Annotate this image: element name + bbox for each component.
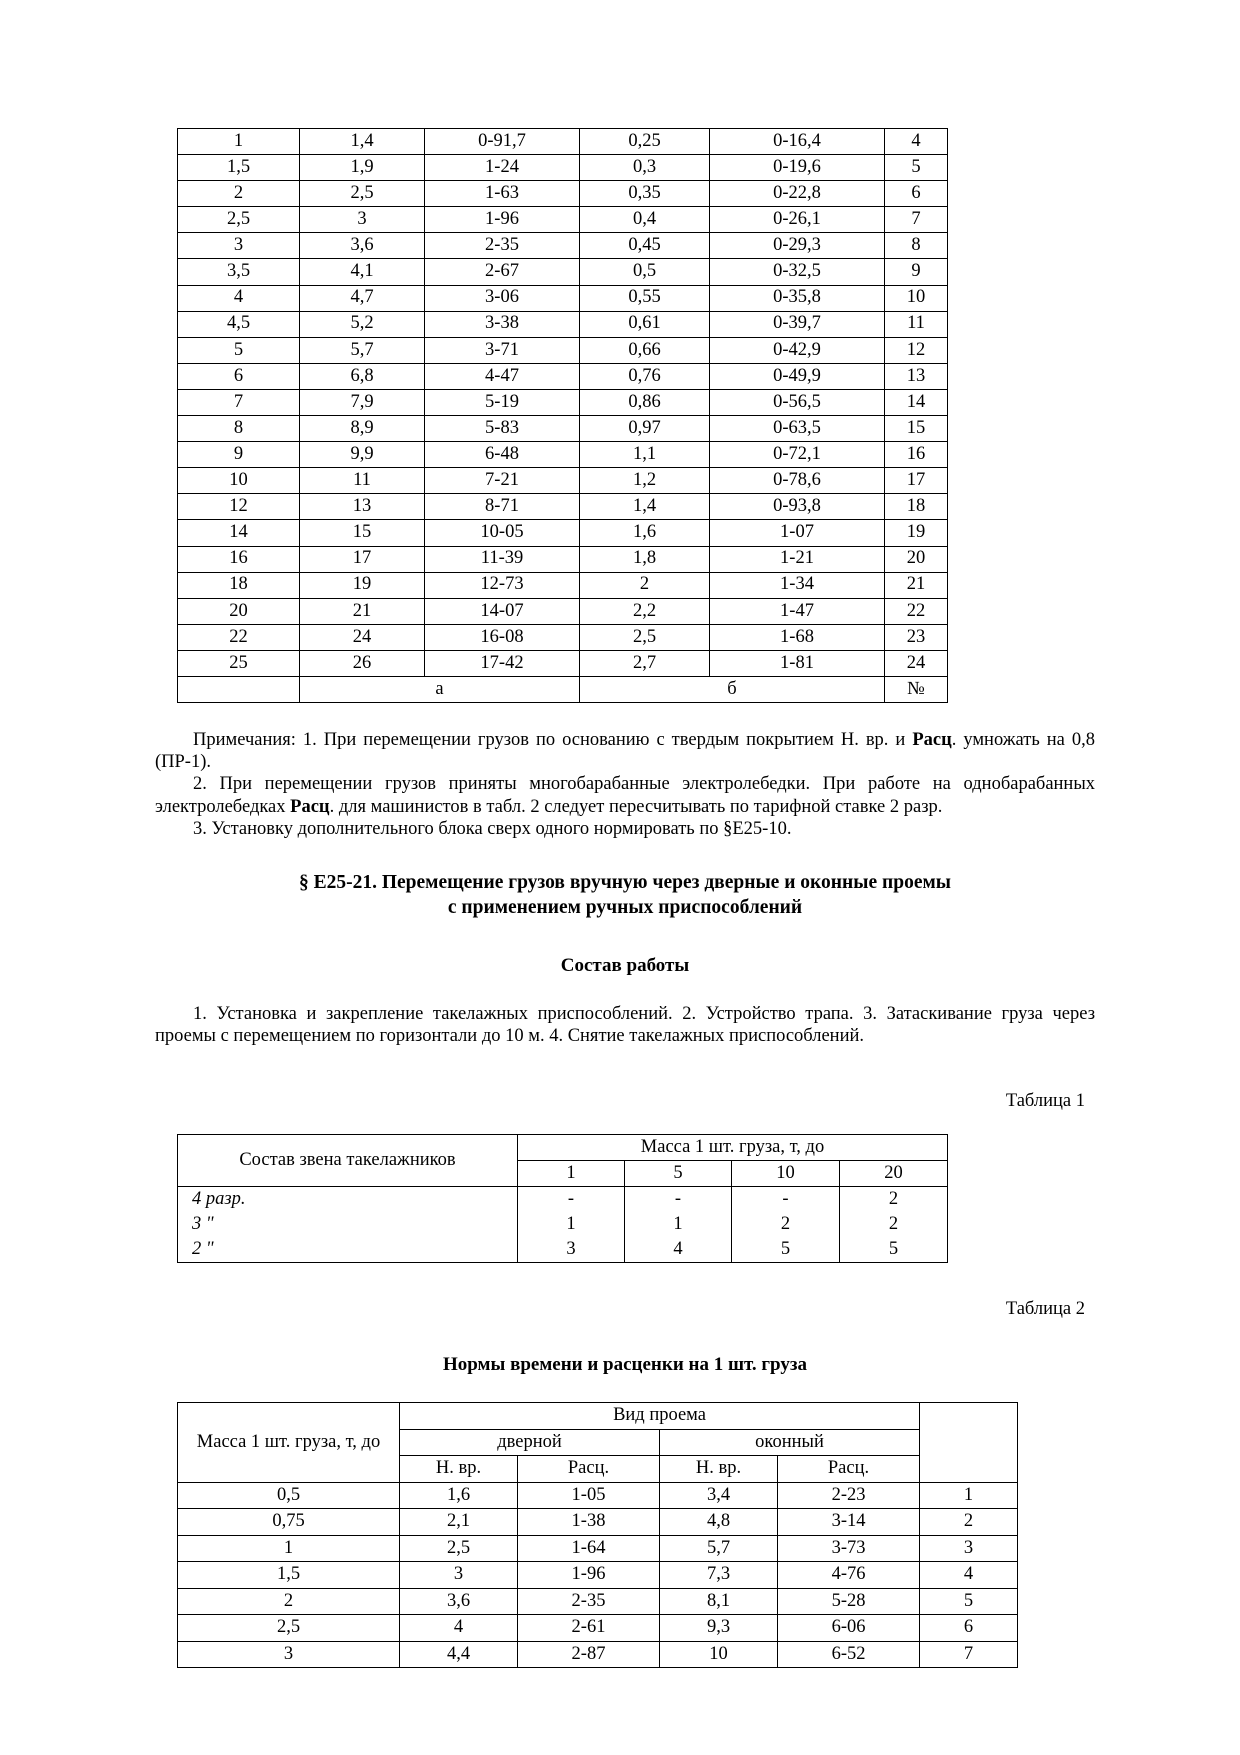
- cell-rate-a3: 2-35: [425, 233, 580, 259]
- cell-mass: 1: [178, 1535, 400, 1562]
- cell-window-hvr: 7,3: [660, 1562, 778, 1589]
- crew-count-mass-20: 2: [840, 1212, 948, 1237]
- section-title-line-2: с применением ручных приспособлений: [447, 897, 803, 919]
- table-row: [178, 494, 948, 520]
- norms-header-number-blank: [920, 1403, 1018, 1483]
- crew-table-body: [178, 1187, 948, 1263]
- table-row: [178, 1588, 1018, 1615]
- norms-header-mass: Масса 1 шт. груза, т, до: [178, 1403, 400, 1483]
- cell-norm-b1: 0,5: [580, 259, 710, 285]
- cell-rate-a3: 3-06: [425, 285, 580, 311]
- note-2-bold-term: Расц: [290, 796, 330, 817]
- cell-door-hvr: 2,5: [400, 1535, 518, 1562]
- cell-window-rasc: 4-76: [778, 1562, 920, 1589]
- crew-count-mass-5: 1: [625, 1212, 732, 1237]
- cell-window-rasc: 6-52: [778, 1641, 920, 1668]
- cell-load-a1: 16: [178, 546, 300, 572]
- cell-row-number: 14: [885, 389, 948, 415]
- cell-rate-a3: 14-07: [425, 598, 580, 624]
- crew-count-mass-10: 2: [732, 1212, 840, 1237]
- cell-load-a1: 9: [178, 442, 300, 468]
- cell-row-number: 16: [885, 442, 948, 468]
- note-3: 3. Установку дополнительного блока сверх одного нормировать по §Е25-10.: [193, 818, 792, 839]
- cell-rate-a3: 1-96: [425, 207, 580, 233]
- norms-header-window-rasc: Расц.: [778, 1456, 920, 1483]
- cell-rate-a3: 6-48: [425, 442, 580, 468]
- table-row: [178, 285, 948, 311]
- cell-rate-a3: 0-91,7: [425, 129, 580, 155]
- table-row: [178, 650, 948, 676]
- cell-mass: 3: [178, 1641, 400, 1668]
- crew-mass-col-1: 5: [625, 1161, 732, 1187]
- crew-rank-label: 3 ": [178, 1212, 518, 1237]
- table-row: [178, 520, 948, 546]
- cell-mass: 1,5: [178, 1562, 400, 1589]
- norms-table-head: [178, 1403, 1018, 1483]
- cell-norm-a2: 1,9: [300, 155, 425, 181]
- crew-table-head: [178, 1135, 948, 1187]
- note-1-lead: Примечания: 1.: [193, 730, 324, 751]
- table-row: [178, 1482, 1018, 1509]
- cell-rate-b2: 1-68: [710, 624, 885, 650]
- crew-count-mass-1: 3: [518, 1237, 625, 1263]
- cell-rate-a3: 3-38: [425, 311, 580, 337]
- work-composition-heading: Состав работы: [560, 954, 690, 976]
- notes-block: [155, 729, 1095, 840]
- cell-rate-b2: 0-32,5: [710, 259, 885, 285]
- cell-norm-a2: 21: [300, 598, 425, 624]
- cell-row-number: 7: [920, 1641, 1018, 1668]
- crew-mass-col-3: 20: [840, 1161, 948, 1187]
- table-row: [178, 311, 948, 337]
- cell-norm-b1: 1,8: [580, 546, 710, 572]
- cell-rate-b2: 0-26,1: [710, 207, 885, 233]
- cell-rate-b2: 0-78,6: [710, 468, 885, 494]
- norms-header-door-rasc: Расц.: [518, 1456, 660, 1483]
- cell-row-number: 10: [885, 285, 948, 311]
- cell-norm-a2: 5,7: [300, 337, 425, 363]
- crew-header-row-1: [178, 1135, 948, 1161]
- cell-rate-b2: 0-35,8: [710, 285, 885, 311]
- footer-group-b: б: [580, 676, 885, 702]
- table-row: [178, 1212, 948, 1237]
- cell-window-rasc: 2-23: [778, 1482, 920, 1509]
- cell-rate-a3: 17-42: [425, 650, 580, 676]
- cell-rate-b2: 0-42,9: [710, 337, 885, 363]
- table-row: [178, 1562, 1018, 1589]
- cell-load-a1: 3,5: [178, 259, 300, 285]
- crew-header-mass: Масса 1 шт. груза, т, до: [518, 1135, 948, 1161]
- cell-load-a1: 8: [178, 416, 300, 442]
- crew-rank-label: 4 разр.: [178, 1187, 518, 1213]
- cell-rate-b2: 1-21: [710, 546, 885, 572]
- work-composition-text: 1. Установка и закрепление такелажных приспособлений. 2. Устройство трапа. 3. Затаскивание груза через проемы с перемещением по горизонтали до 10 м. 4. Снятие такелажных приспособлений.: [155, 1003, 1095, 1046]
- table-row: [178, 1237, 948, 1263]
- table-row: [178, 155, 948, 181]
- cell-mass: 2,5: [178, 1615, 400, 1642]
- cell-norm-b1: 1,1: [580, 442, 710, 468]
- cell-load-a1: 18: [178, 572, 300, 598]
- cell-load-a1: 5: [178, 337, 300, 363]
- cell-door-hvr: 3,6: [400, 1588, 518, 1615]
- cell-rate-a3: 1-24: [425, 155, 580, 181]
- table-row: [178, 1509, 1018, 1536]
- norms-header-door-hvr: Н. вр.: [400, 1456, 518, 1483]
- cell-norm-b1: 2,7: [580, 650, 710, 676]
- cell-norm-b1: 0,35: [580, 181, 710, 207]
- cell-rate-b2: 0-19,6: [710, 155, 885, 181]
- cell-norm-b1: 2: [580, 572, 710, 598]
- cell-rate-b2: 1-81: [710, 650, 885, 676]
- cell-door-hvr: 1,6: [400, 1482, 518, 1509]
- table-row: [178, 572, 948, 598]
- cell-norm-a2: 15: [300, 520, 425, 546]
- table-row: [178, 416, 948, 442]
- cell-norm-b1: 0,97: [580, 416, 710, 442]
- cell-door-rasc: 2-87: [518, 1641, 660, 1668]
- footer-number: №: [885, 676, 948, 702]
- page-content: [155, 128, 1095, 1668]
- cell-rate-a3: 12-73: [425, 572, 580, 598]
- cell-door-rasc: 2-35: [518, 1588, 660, 1615]
- crew-count-mass-5: -: [625, 1187, 732, 1213]
- cell-norm-a2: 13: [300, 494, 425, 520]
- cell-door-hvr: 2,1: [400, 1509, 518, 1536]
- cell-row-number: 24: [885, 650, 948, 676]
- cell-window-hvr: 3,4: [660, 1482, 778, 1509]
- cell-mass: 0,75: [178, 1509, 400, 1536]
- cell-norm-a2: 1,4: [300, 129, 425, 155]
- cell-norm-b1: 2,2: [580, 598, 710, 624]
- cell-norm-b1: 0,4: [580, 207, 710, 233]
- cell-norm-a2: 19: [300, 572, 425, 598]
- cell-norm-a2: 5,2: [300, 311, 425, 337]
- cell-row-number: 23: [885, 624, 948, 650]
- cell-norm-a2: 4,1: [300, 259, 425, 285]
- cell-row-number: 20: [885, 546, 948, 572]
- cell-row-number: 5: [920, 1588, 1018, 1615]
- cell-rate-b2: 0-56,5: [710, 389, 885, 415]
- footer-group-a: а: [300, 676, 580, 702]
- crew-count-mass-5: 4: [625, 1237, 732, 1263]
- cell-norm-b1: 1,6: [580, 520, 710, 546]
- cell-rate-b2: 0-39,7: [710, 311, 885, 337]
- cell-norm-a2: 3: [300, 207, 425, 233]
- cell-rate-a3: 7-21: [425, 468, 580, 494]
- cell-window-hvr: 9,3: [660, 1615, 778, 1642]
- cell-door-hvr: 4,4: [400, 1641, 518, 1668]
- cell-load-a1: 4,5: [178, 311, 300, 337]
- cell-door-hvr: 3: [400, 1562, 518, 1589]
- cell-row-number: 13: [885, 363, 948, 389]
- cell-norm-b1: 0,25: [580, 129, 710, 155]
- cell-rate-a3: 3-71: [425, 337, 580, 363]
- cell-rate-a3: 10-05: [425, 520, 580, 546]
- cell-row-number: 2: [920, 1509, 1018, 1536]
- cell-load-a1: 2: [178, 181, 300, 207]
- table-row: [178, 546, 948, 572]
- cell-load-a1: 4: [178, 285, 300, 311]
- note-2-text-part2: . для машинистов в табл. 2 следует пересчитывать по тарифной ставке 2 разр.: [329, 796, 943, 817]
- work-composition-block: [155, 1003, 1095, 1047]
- cell-load-a1: 3: [178, 233, 300, 259]
- cell-row-number: 17: [885, 468, 948, 494]
- note-1-bold-term: Расц: [912, 730, 952, 751]
- cell-load-a1: 10: [178, 468, 300, 494]
- cell-rate-a3: 16-08: [425, 624, 580, 650]
- footer-blank-cell: [178, 676, 300, 702]
- cell-rate-a3: 2-67: [425, 259, 580, 285]
- crew-count-mass-10: -: [732, 1187, 840, 1213]
- cell-door-rasc: 1-64: [518, 1535, 660, 1562]
- table-row: [178, 129, 948, 155]
- cell-door-rasc: 1-38: [518, 1509, 660, 1536]
- crew-header-composition: Состав звена такелажников: [178, 1135, 518, 1187]
- continuation-table-footer: [178, 676, 948, 702]
- cell-rate-b2: 0-22,8: [710, 181, 885, 207]
- cell-rate-a3: 11-39: [425, 546, 580, 572]
- table-row: [178, 1615, 1018, 1642]
- table-row: [178, 181, 948, 207]
- cell-window-rasc: 3-14: [778, 1509, 920, 1536]
- cell-row-number: 4: [920, 1562, 1018, 1589]
- crew-count-mass-20: 5: [840, 1237, 948, 1263]
- cell-rate-b2: 0-93,8: [710, 494, 885, 520]
- crew-composition-table: [177, 1134, 948, 1263]
- table-row: [178, 337, 948, 363]
- table-row: [178, 363, 948, 389]
- crew-count-mass-1: 1: [518, 1212, 625, 1237]
- cell-door-rasc: 1-05: [518, 1482, 660, 1509]
- cell-load-a1: 6: [178, 363, 300, 389]
- table-row: [178, 1535, 1018, 1562]
- cell-norm-a2: 17: [300, 546, 425, 572]
- cell-row-number: 22: [885, 598, 948, 624]
- table-row: [178, 259, 948, 285]
- norms-and-rates-table: [177, 1402, 1018, 1668]
- table-2-title: Нормы времени и расценки на 1 шт. груза: [442, 1354, 807, 1376]
- section-title-line-1: § Е25-21. Перемещение грузов вручную через дверные и оконные проемы: [298, 872, 952, 893]
- cell-row-number: 6: [885, 181, 948, 207]
- table-footer-row: [178, 676, 948, 702]
- cell-row-number: 4: [885, 129, 948, 155]
- crew-count-mass-20: 2: [840, 1187, 948, 1213]
- table-row: [178, 468, 948, 494]
- table-row: [178, 598, 948, 624]
- note-2-lead: 2.: [193, 774, 220, 795]
- cell-norm-a2: 4,7: [300, 285, 425, 311]
- cell-norm-a2: 6,8: [300, 363, 425, 389]
- note-1-text-part2: . умножать на 0,8 (ПР-1).: [155, 730, 1095, 773]
- cell-row-number: 7: [885, 207, 948, 233]
- cell-row-number: 5: [885, 155, 948, 181]
- cell-rate-a3: 5-19: [425, 389, 580, 415]
- cell-norm-b1: 0,61: [580, 311, 710, 337]
- table-2-caption: Таблица 2: [1005, 1299, 1085, 1320]
- cell-door-rasc: 1-96: [518, 1562, 660, 1589]
- cell-norm-a2: 3,6: [300, 233, 425, 259]
- cell-rate-a3: 4-47: [425, 363, 580, 389]
- cell-rate-b2: 1-07: [710, 520, 885, 546]
- note-2: [155, 773, 1095, 817]
- cell-load-a1: 25: [178, 650, 300, 676]
- continuation-table-body: [178, 129, 948, 677]
- cell-row-number: 19: [885, 520, 948, 546]
- cell-load-a1: 1,5: [178, 155, 300, 181]
- norms-header-window: оконный: [660, 1429, 920, 1456]
- cell-window-rasc: 3-73: [778, 1535, 920, 1562]
- table-row: [178, 1187, 948, 1213]
- cell-rate-b2: 1-47: [710, 598, 885, 624]
- table-row: [178, 389, 948, 415]
- cell-norm-b1: 2,5: [580, 624, 710, 650]
- cell-mass: 2: [178, 1588, 400, 1615]
- table-1-caption: Таблица 1: [1005, 1091, 1085, 1112]
- cell-norm-b1: 0,45: [580, 233, 710, 259]
- norms-table-body: [178, 1482, 1018, 1668]
- note-2-text-part1: При перемещении грузов приняты многобарабанные электролебедки. При работе на однобарабанных электролебедках: [155, 774, 1096, 817]
- cell-rate-b2: 0-16,4: [710, 129, 885, 155]
- cell-load-a1: 7: [178, 389, 300, 415]
- cell-row-number: 11: [885, 311, 948, 337]
- cell-row-number: 6: [920, 1615, 1018, 1642]
- continuation-norms-table: [177, 128, 948, 703]
- cell-norm-a2: 2,5: [300, 181, 425, 207]
- cell-load-a1: 1: [178, 129, 300, 155]
- cell-rate-b2: 1-34: [710, 572, 885, 598]
- cell-norm-a2: 7,9: [300, 389, 425, 415]
- cell-norm-b1: 1,2: [580, 468, 710, 494]
- cell-norm-a2: 9,9: [300, 442, 425, 468]
- cell-window-hvr: 5,7: [660, 1535, 778, 1562]
- section-title: [155, 870, 1095, 921]
- cell-norm-a2: 8,9: [300, 416, 425, 442]
- crew-rank-label: 2 ": [178, 1237, 518, 1263]
- cell-rate-a3: 8-71: [425, 494, 580, 520]
- cell-window-rasc: 5-28: [778, 1588, 920, 1615]
- cell-norm-a2: 11: [300, 468, 425, 494]
- cell-window-rasc: 6-06: [778, 1615, 920, 1642]
- cell-door-rasc: 2-61: [518, 1615, 660, 1642]
- cell-load-a1: 22: [178, 624, 300, 650]
- cell-row-number: 8: [885, 233, 948, 259]
- cell-norm-b1: 0,55: [580, 285, 710, 311]
- cell-row-number: 1: [920, 1482, 1018, 1509]
- cell-norm-b1: 0,86: [580, 389, 710, 415]
- cell-load-a1: 20: [178, 598, 300, 624]
- note-1: [155, 729, 1095, 773]
- note-1-text-part1: При перемещении грузов по основанию с твердым покрытием Н. вр. и: [323, 730, 913, 751]
- table-row: [178, 1641, 1018, 1668]
- table-row: [178, 442, 948, 468]
- norms-header-row-1: [178, 1403, 1018, 1430]
- cell-load-a1: 14: [178, 520, 300, 546]
- cell-window-hvr: 8,1: [660, 1588, 778, 1615]
- cell-door-hvr: 4: [400, 1615, 518, 1642]
- cell-row-number: 3: [920, 1535, 1018, 1562]
- cell-row-number: 9: [885, 259, 948, 285]
- cell-norm-b1: 0,76: [580, 363, 710, 389]
- cell-rate-b2: 0-72,1: [710, 442, 885, 468]
- cell-row-number: 18: [885, 494, 948, 520]
- cell-rate-b2: 0-29,3: [710, 233, 885, 259]
- table-row: [178, 207, 948, 233]
- cell-row-number: 12: [885, 337, 948, 363]
- cell-norm-a2: 26: [300, 650, 425, 676]
- cell-norm-b1: 0,66: [580, 337, 710, 363]
- table-row: [178, 233, 948, 259]
- crew-count-mass-10: 5: [732, 1237, 840, 1263]
- cell-mass: 0,5: [178, 1482, 400, 1509]
- cell-row-number: 15: [885, 416, 948, 442]
- cell-window-hvr: 4,8: [660, 1509, 778, 1536]
- cell-norm-b1: 1,4: [580, 494, 710, 520]
- crew-count-mass-1: -: [518, 1187, 625, 1213]
- cell-window-hvr: 10: [660, 1641, 778, 1668]
- crew-mass-col-2: 10: [732, 1161, 840, 1187]
- norms-header-door: дверной: [400, 1429, 660, 1456]
- cell-rate-a3: 5-83: [425, 416, 580, 442]
- crew-mass-col-0: 1: [518, 1161, 625, 1187]
- cell-rate-b2: 0-49,9: [710, 363, 885, 389]
- norms-header-opening-type: Вид проема: [400, 1403, 920, 1430]
- norms-header-window-hvr: Н. вр.: [660, 1456, 778, 1483]
- cell-norm-a2: 24: [300, 624, 425, 650]
- cell-load-a1: 12: [178, 494, 300, 520]
- cell-row-number: 21: [885, 572, 948, 598]
- cell-norm-b1: 0,3: [580, 155, 710, 181]
- cell-rate-a3: 1-63: [425, 181, 580, 207]
- cell-rate-b2: 0-63,5: [710, 416, 885, 442]
- cell-load-a1: 2,5: [178, 207, 300, 233]
- table-row: [178, 624, 948, 650]
